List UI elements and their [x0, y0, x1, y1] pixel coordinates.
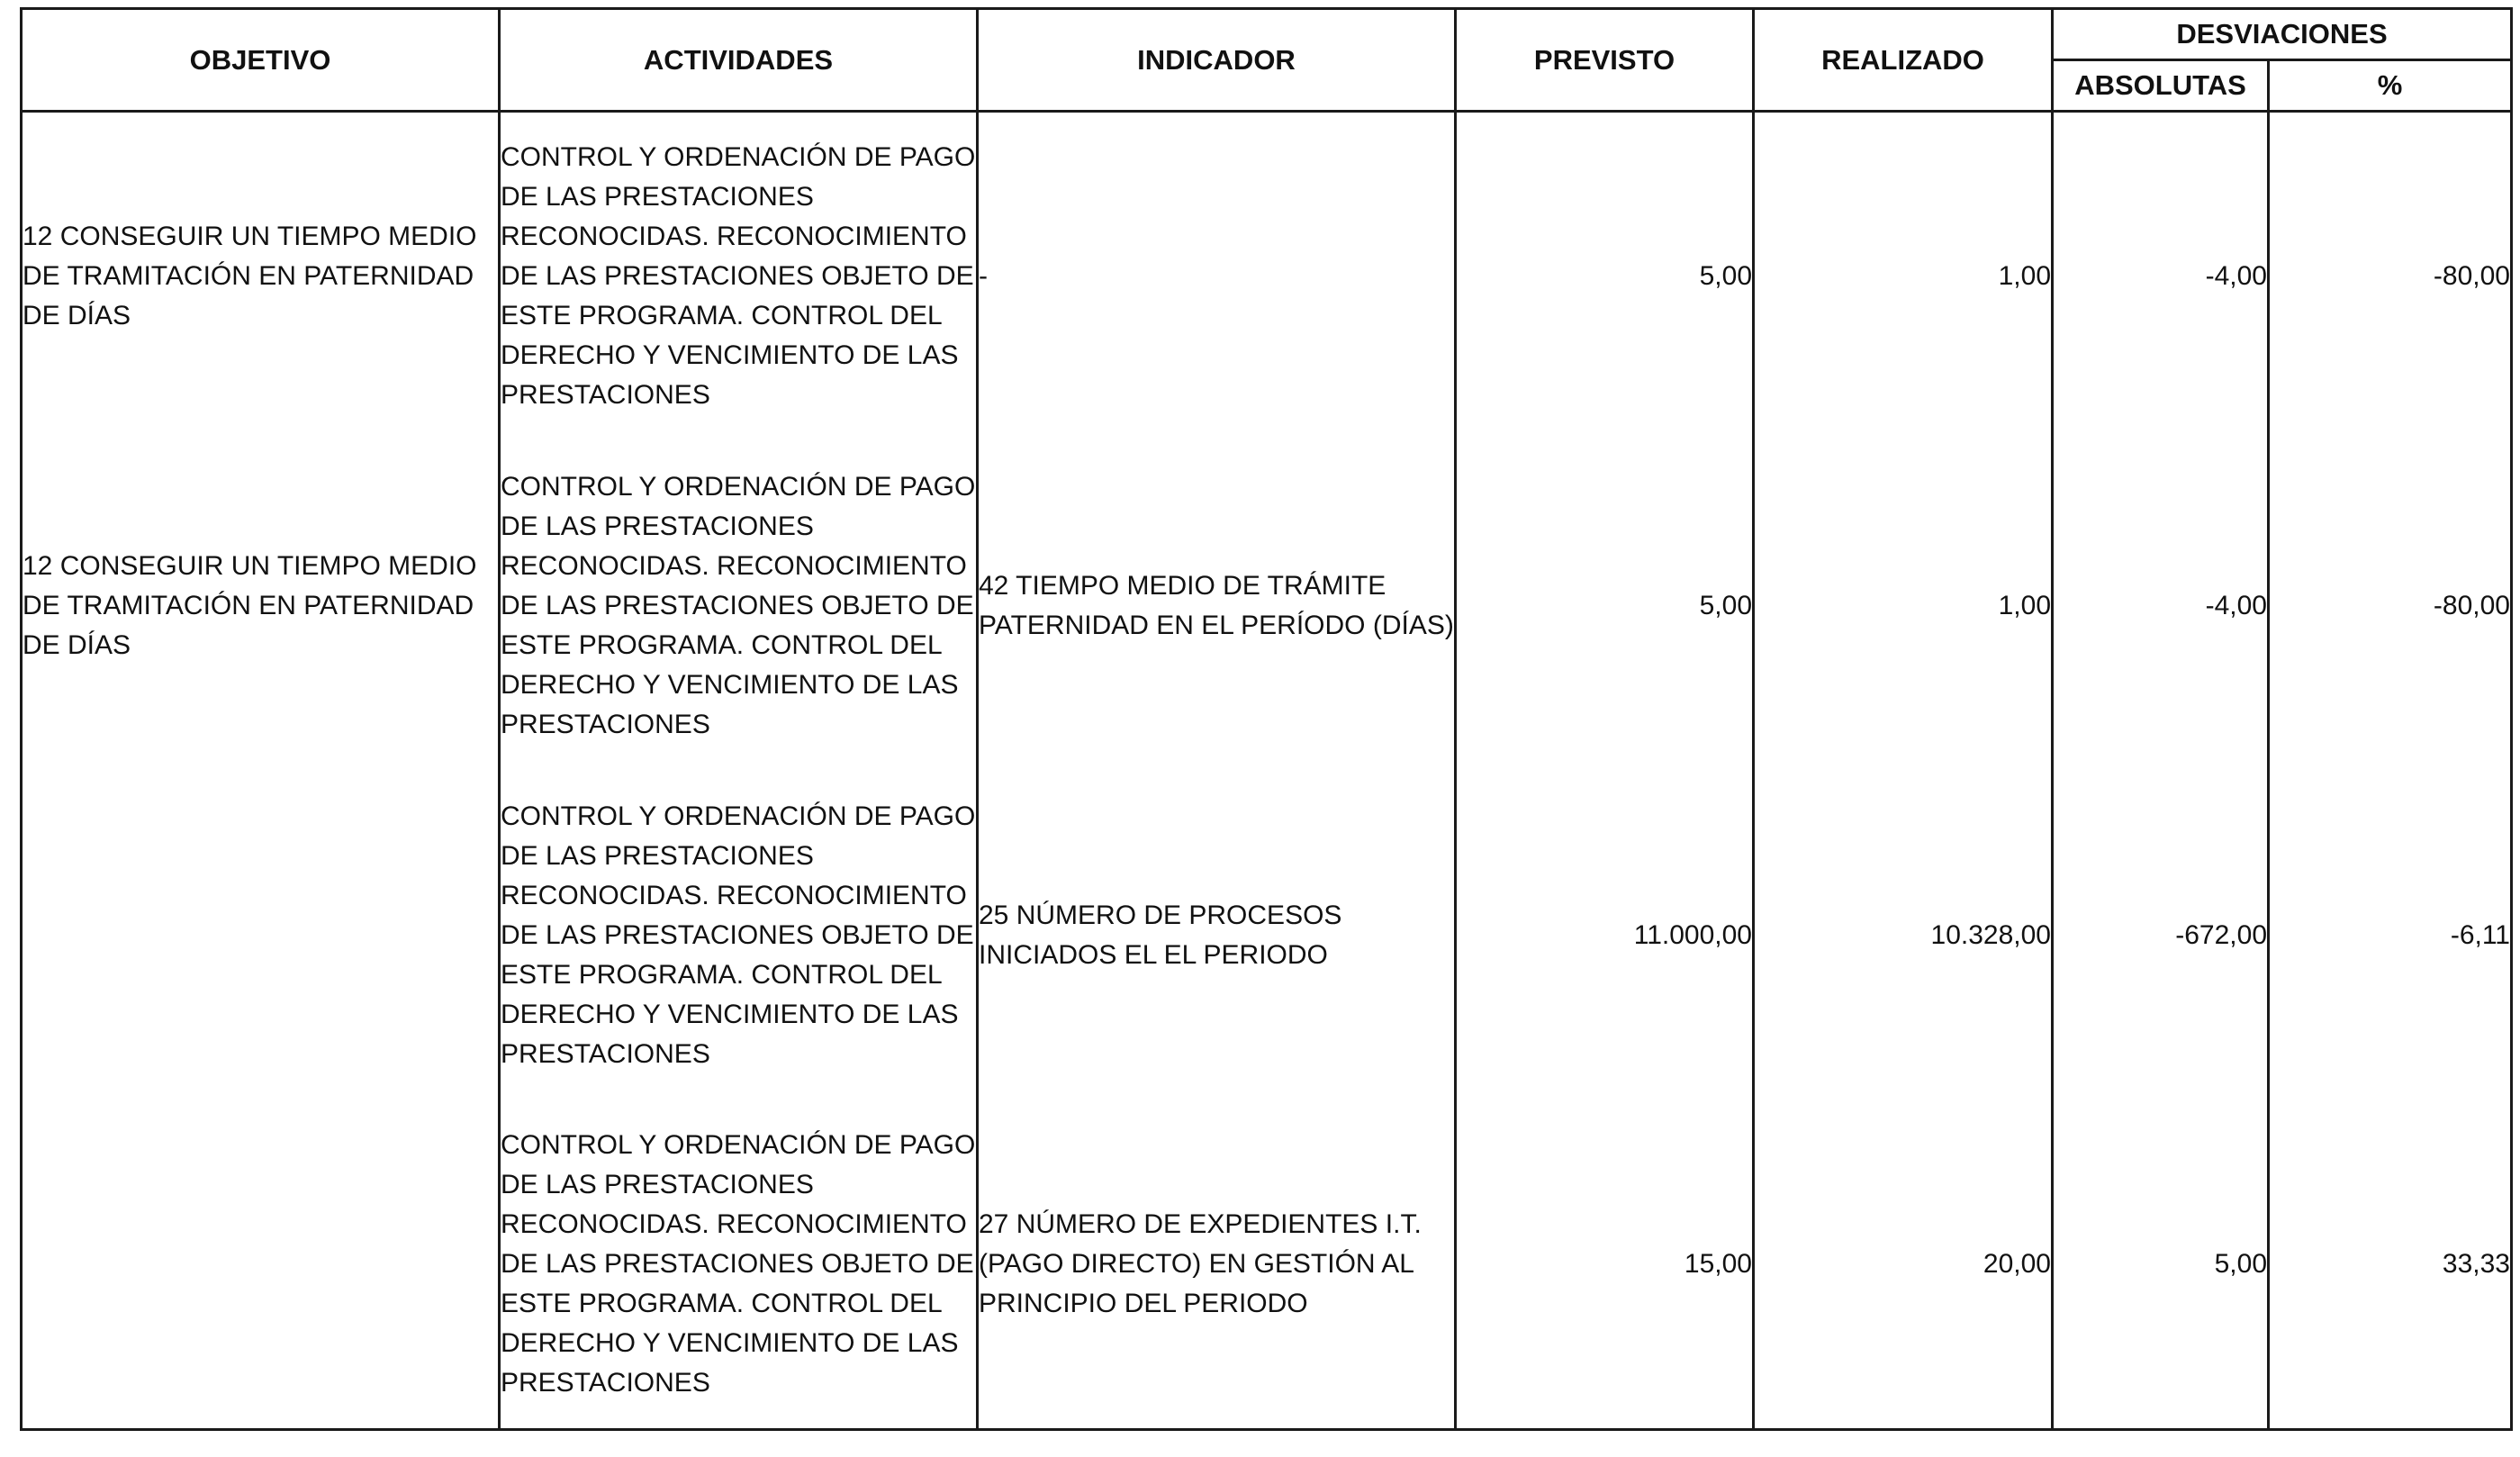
cell-actividades: CONTROL Y ORDENACIÓN DE PAGO DE LAS PRESTACIONES RECONOCIDAS. RECONOCIMIENTO DE LAS PRESTACIONES OBJETO DE ESTE PROGRAMA. CONTROL DEL DERECHO Y VENCIMIENTO DE LAS PRESTACIONES — [500, 1100, 978, 1430]
header-indicador: INDICADOR — [978, 9, 1456, 112]
header-realizado: REALIZADO — [1754, 9, 2053, 112]
cell-indicador: 25 NÚMERO DE PROCESOS INICIADOS EL EL PERIODO — [978, 771, 1456, 1100]
cell-previsto: 15,00 — [1456, 1100, 1754, 1430]
table-row — [22, 1100, 2512, 1430]
header-actividades: ACTIVIDADES — [500, 9, 978, 112]
cell-porcentaje: -80,00 — [2269, 112, 2512, 441]
header-previsto: PREVISTO — [1456, 9, 1754, 112]
cell-previsto: 11.000,00 — [1456, 771, 1754, 1100]
cell-objetivo: 12 CONSEGUIR UN TIEMPO MEDIO DE TRAMITACIÓN EN PATERNIDAD DE DÍAS — [22, 112, 500, 441]
cell-objetivo: 12 CONSEGUIR UN TIEMPO MEDIO DE TRAMITACIÓN EN PATERNIDAD DE DÍAS — [22, 441, 500, 771]
cell-porcentaje: -80,00 — [2269, 441, 2512, 771]
cell-previsto: 5,00 — [1456, 112, 1754, 441]
cell-actividades: CONTROL Y ORDENACIÓN DE PAGO DE LAS PRESTACIONES RECONOCIDAS. RECONOCIMIENTO DE LAS PRESTACIONES OBJETO DE ESTE PROGRAMA. CONTROL DEL DERECHO Y VENCIMIENTO DE LAS PRESTACIONES — [500, 441, 978, 771]
header-absolutas: ABSOLUTAS — [2053, 60, 2269, 112]
cell-previsto: 5,00 — [1456, 441, 1754, 771]
cell-realizado: 10.328,00 — [1754, 771, 2053, 1100]
cell-realizado: 1,00 — [1754, 441, 2053, 771]
cell-absolutas: -672,00 — [2053, 771, 2269, 1100]
cell-porcentaje: 33,33 — [2269, 1100, 2512, 1430]
cell-absolutas: -4,00 — [2053, 441, 2269, 771]
header-objetivo: OBJETIVO — [22, 9, 500, 112]
cell-objetivo — [22, 1100, 500, 1430]
cell-porcentaje: -6,11 — [2269, 771, 2512, 1100]
table-row — [22, 771, 2512, 1100]
header-desviaciones: DESVIACIONES — [2053, 9, 2512, 60]
cell-realizado: 1,00 — [1754, 112, 2053, 441]
cell-absolutas: 5,00 — [2053, 1100, 2269, 1430]
table-row — [22, 441, 2512, 771]
cell-indicador: - — [978, 112, 1456, 441]
cell-actividades: CONTROL Y ORDENACIÓN DE PAGO DE LAS PRESTACIONES RECONOCIDAS. RECONOCIMIENTO DE LAS PRESTACIONES OBJETO DE ESTE PROGRAMA. CONTROL DEL DERECHO Y VENCIMIENTO DE LAS PRESTACIONES — [500, 112, 978, 441]
header-row — [22, 9, 2512, 60]
objectives-table — [20, 7, 2513, 1431]
cell-indicador: 27 NÚMERO DE EXPEDIENTES I.T.(PAGO DIRECTO) EN GESTIÓN AL PRINCIPIO DEL PERIODO — [978, 1100, 1456, 1430]
cell-absolutas: -4,00 — [2053, 112, 2269, 441]
cell-realizado: 20,00 — [1754, 1100, 2053, 1430]
cell-objetivo — [22, 771, 500, 1100]
cell-actividades: CONTROL Y ORDENACIÓN DE PAGO DE LAS PRESTACIONES RECONOCIDAS. RECONOCIMIENTO DE LAS PRESTACIONES OBJETO DE ESTE PROGRAMA. CONTROL DEL DERECHO Y VENCIMIENTO DE LAS PRESTACIONES — [500, 771, 978, 1100]
header-porcentaje: % — [2269, 60, 2512, 112]
cell-indicador: 42 TIEMPO MEDIO DE TRÁMITE PATERNIDAD EN EL PERÍODO (DÍAS) — [978, 441, 1456, 771]
table-row — [22, 112, 2512, 441]
